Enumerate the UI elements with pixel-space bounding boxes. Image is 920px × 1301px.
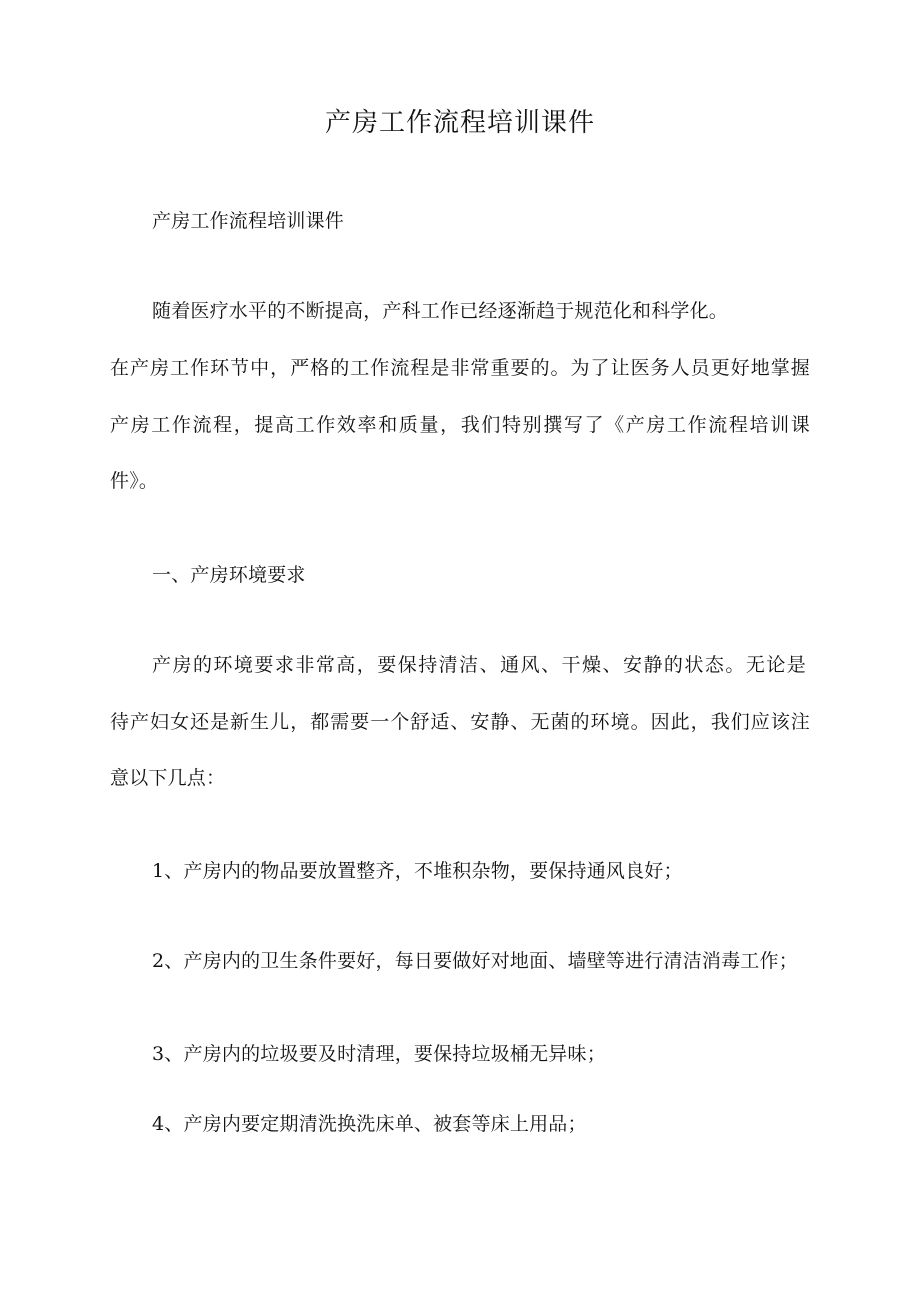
document-title: 产房工作流程培训课件 xyxy=(324,108,595,138)
environment-para-line-3: 意以下几点： xyxy=(110,767,226,789)
list-item-3: 3、产房内的垃圾要及时清理，要保持垃圾桶无异味； xyxy=(152,1043,606,1065)
environment-para-line-2: 待产妇女还是新生儿，都需要一个舒适、安静、无菌的环境。因此，我们应该注 xyxy=(110,711,810,733)
section-heading-environment: 一、产房环境要求 xyxy=(152,564,306,586)
intro-line-3: 产房工作流程，提高工作效率和质量，我们特别撰写了《产房工作流程培训课 xyxy=(110,414,810,436)
list-item-2: 2、产房内的卫生条件要好，每日要做好对地面、墙壁等进行清洁消毒工作； xyxy=(152,950,798,972)
document-subtitle: 产房工作流程培训课件 xyxy=(152,210,345,232)
intro-line-1: 随着医疗水平的不断提高，产科工作已经逐渐趋于规范化和科学化。 xyxy=(152,300,729,322)
intro-line-2: 在产房工作环节中，严格的工作流程是非常重要的。为了让医务人员更好地掌握 xyxy=(110,357,810,379)
intro-line-4: 件》。 xyxy=(110,470,159,492)
list-item-4: 4、产房内要定期清洗换洗床单、被套等床上用品； xyxy=(152,1113,587,1135)
list-item-1: 1、产房内的物品要放置整齐，不堆积杂物，要保持通风良好； xyxy=(152,860,683,882)
environment-para-line-1: 产房的环境要求非常高，要保持清洁、通风、干燥、安静的状态。无论是 xyxy=(152,654,806,676)
